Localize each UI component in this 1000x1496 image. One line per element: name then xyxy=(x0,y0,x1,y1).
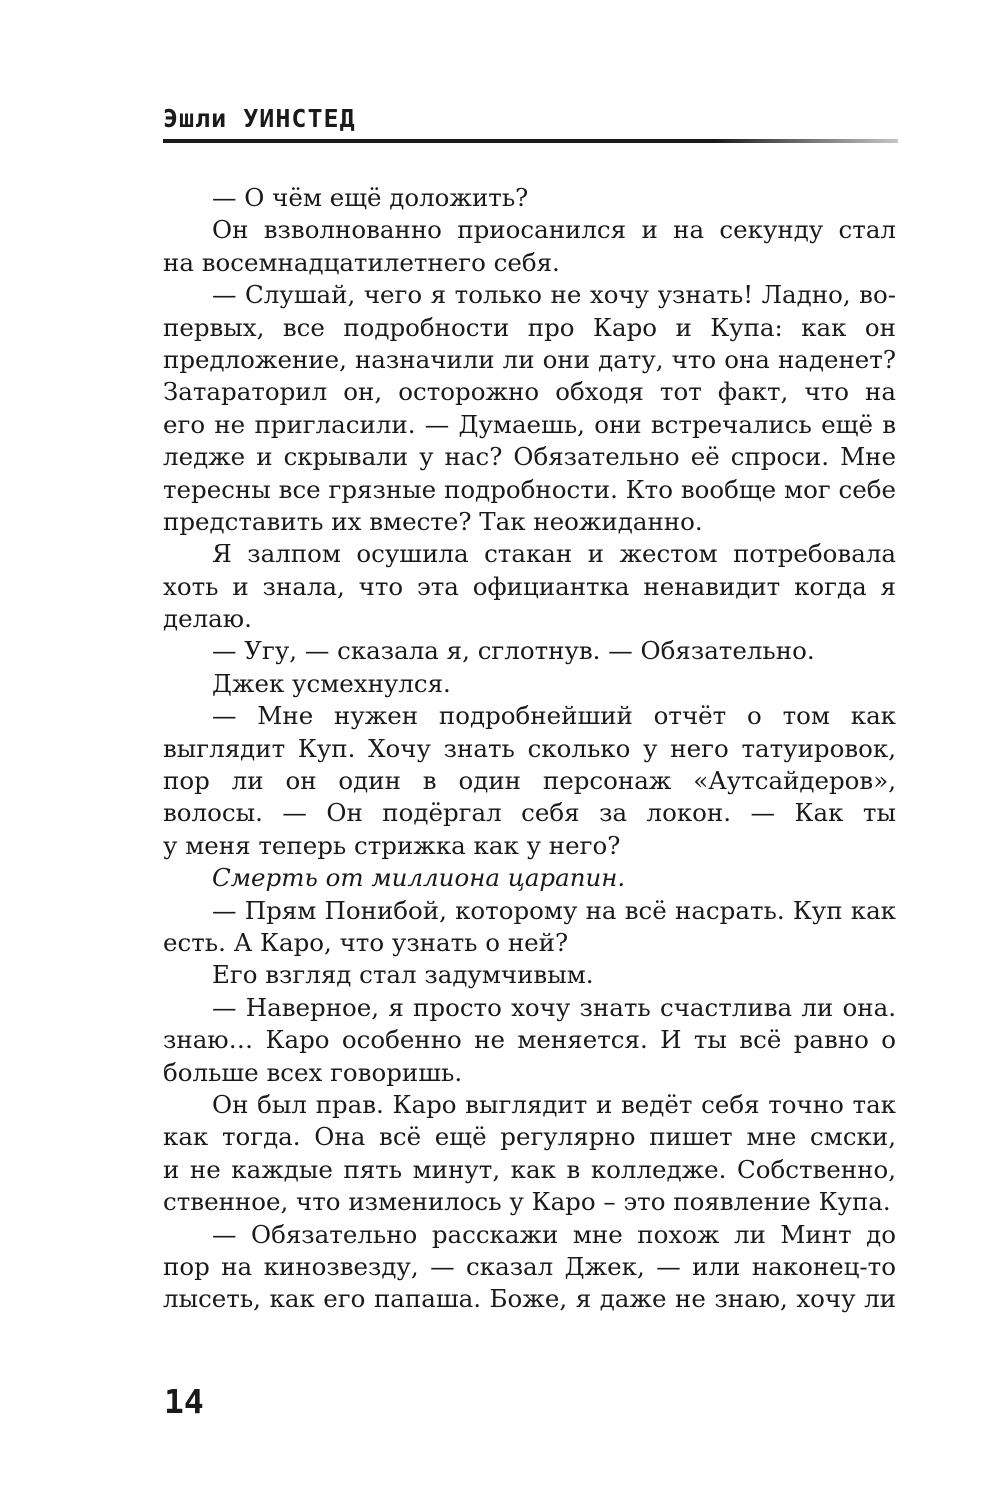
text-line: лысеть, как его папаша. Боже, я даже не знаю, хочу ли xyxy=(163,1284,896,1314)
text-line: Он был прав. Каро выглядит и ведёт себя точно так xyxy=(212,1089,896,1119)
text-line: — О чём ещё доложить? xyxy=(212,183,529,212)
text-line: пор на кинозвезду, — сказал Джек, — или наконец-то xyxy=(163,1251,896,1281)
text-line: пор ли он один в один персонаж «Аутсайдеров», xyxy=(163,766,896,796)
text-line: — Угу, — сказала я, сглотнув. — Обязательно. xyxy=(212,636,815,666)
header-rule xyxy=(163,139,898,143)
text-line: — Прям Понибой, которому на всё насрать. Куп как xyxy=(212,895,896,925)
text-line: ственное, что изменилось у Каро – это появление Купа. xyxy=(163,1187,891,1217)
text-line: — Наверное, я просто хочу знать счастлива ли она. xyxy=(212,992,896,1022)
text-line: хоть и знала, что эта официантка ненавидит когда я xyxy=(163,571,896,601)
text-line: делаю. xyxy=(163,604,252,634)
text-line: представить их вместе? Так неожиданно. xyxy=(163,506,703,536)
text-line: его не пригласили. — Думаешь, они встречались ещё в xyxy=(163,409,896,439)
text-line: — Слушай, чего я только не хочу узнать! Ладно, во- xyxy=(212,280,896,310)
text-line: у меня теперь стрижка как у него? xyxy=(163,830,621,860)
text-line: Я залпом осушила стакан и жестом потребовала xyxy=(212,539,896,569)
text-line: Затараторил он, осторожно обходя тот факт, что на xyxy=(163,377,896,407)
text-line-italic: Смерть от миллиона царапин. xyxy=(212,863,626,893)
text-line: и не каждые пять минут, как в колледже. Собственно, xyxy=(163,1154,896,1184)
text-line: ледже и скрывали у нас? Обязательно её спроси. Мне xyxy=(163,442,896,472)
running-head-title: Эшли УИНСТЕД xyxy=(163,104,356,133)
text-line: предложение, назначили ли они дату, что она наденет? xyxy=(163,344,896,374)
text-line: на восемнадцатилетнего себя. xyxy=(163,247,560,277)
text-line: — Обязательно расскажи мне похож ли Минт до xyxy=(212,1219,896,1249)
page-number: 14 xyxy=(164,1382,204,1421)
body-text xyxy=(163,182,896,1316)
text-line: больше всех говоришь. xyxy=(163,1057,463,1087)
text-line: первых, все подробности про Каро и Купа: как он xyxy=(163,312,896,342)
text-line: как тогда. Она всё ещё регулярно пишет мне смски, xyxy=(163,1122,896,1152)
text-line: выглядит Куп. Хочу знать сколько у него татуировок, xyxy=(163,733,896,763)
text-line: — Мне нужен подробнейший отчёт о том как xyxy=(212,701,896,731)
text-line: Его взгляд стал задумчивым. xyxy=(212,960,594,990)
text-line: есть. А Каро, что узнать о ней? xyxy=(163,927,569,957)
text-line: Джек усмехнулся. xyxy=(212,668,451,698)
text-line: Он взволнованно приосанился и на секунду стал xyxy=(212,215,896,245)
text-line: тересны все грязные подробности. Кто вообще мог себе xyxy=(163,474,896,504)
text-line: знаю… Каро особенно не меняется. И ты всё равно о xyxy=(163,1025,896,1055)
text-line: волосы. — Он подёргал себя за локон. — Как ты xyxy=(163,798,896,828)
